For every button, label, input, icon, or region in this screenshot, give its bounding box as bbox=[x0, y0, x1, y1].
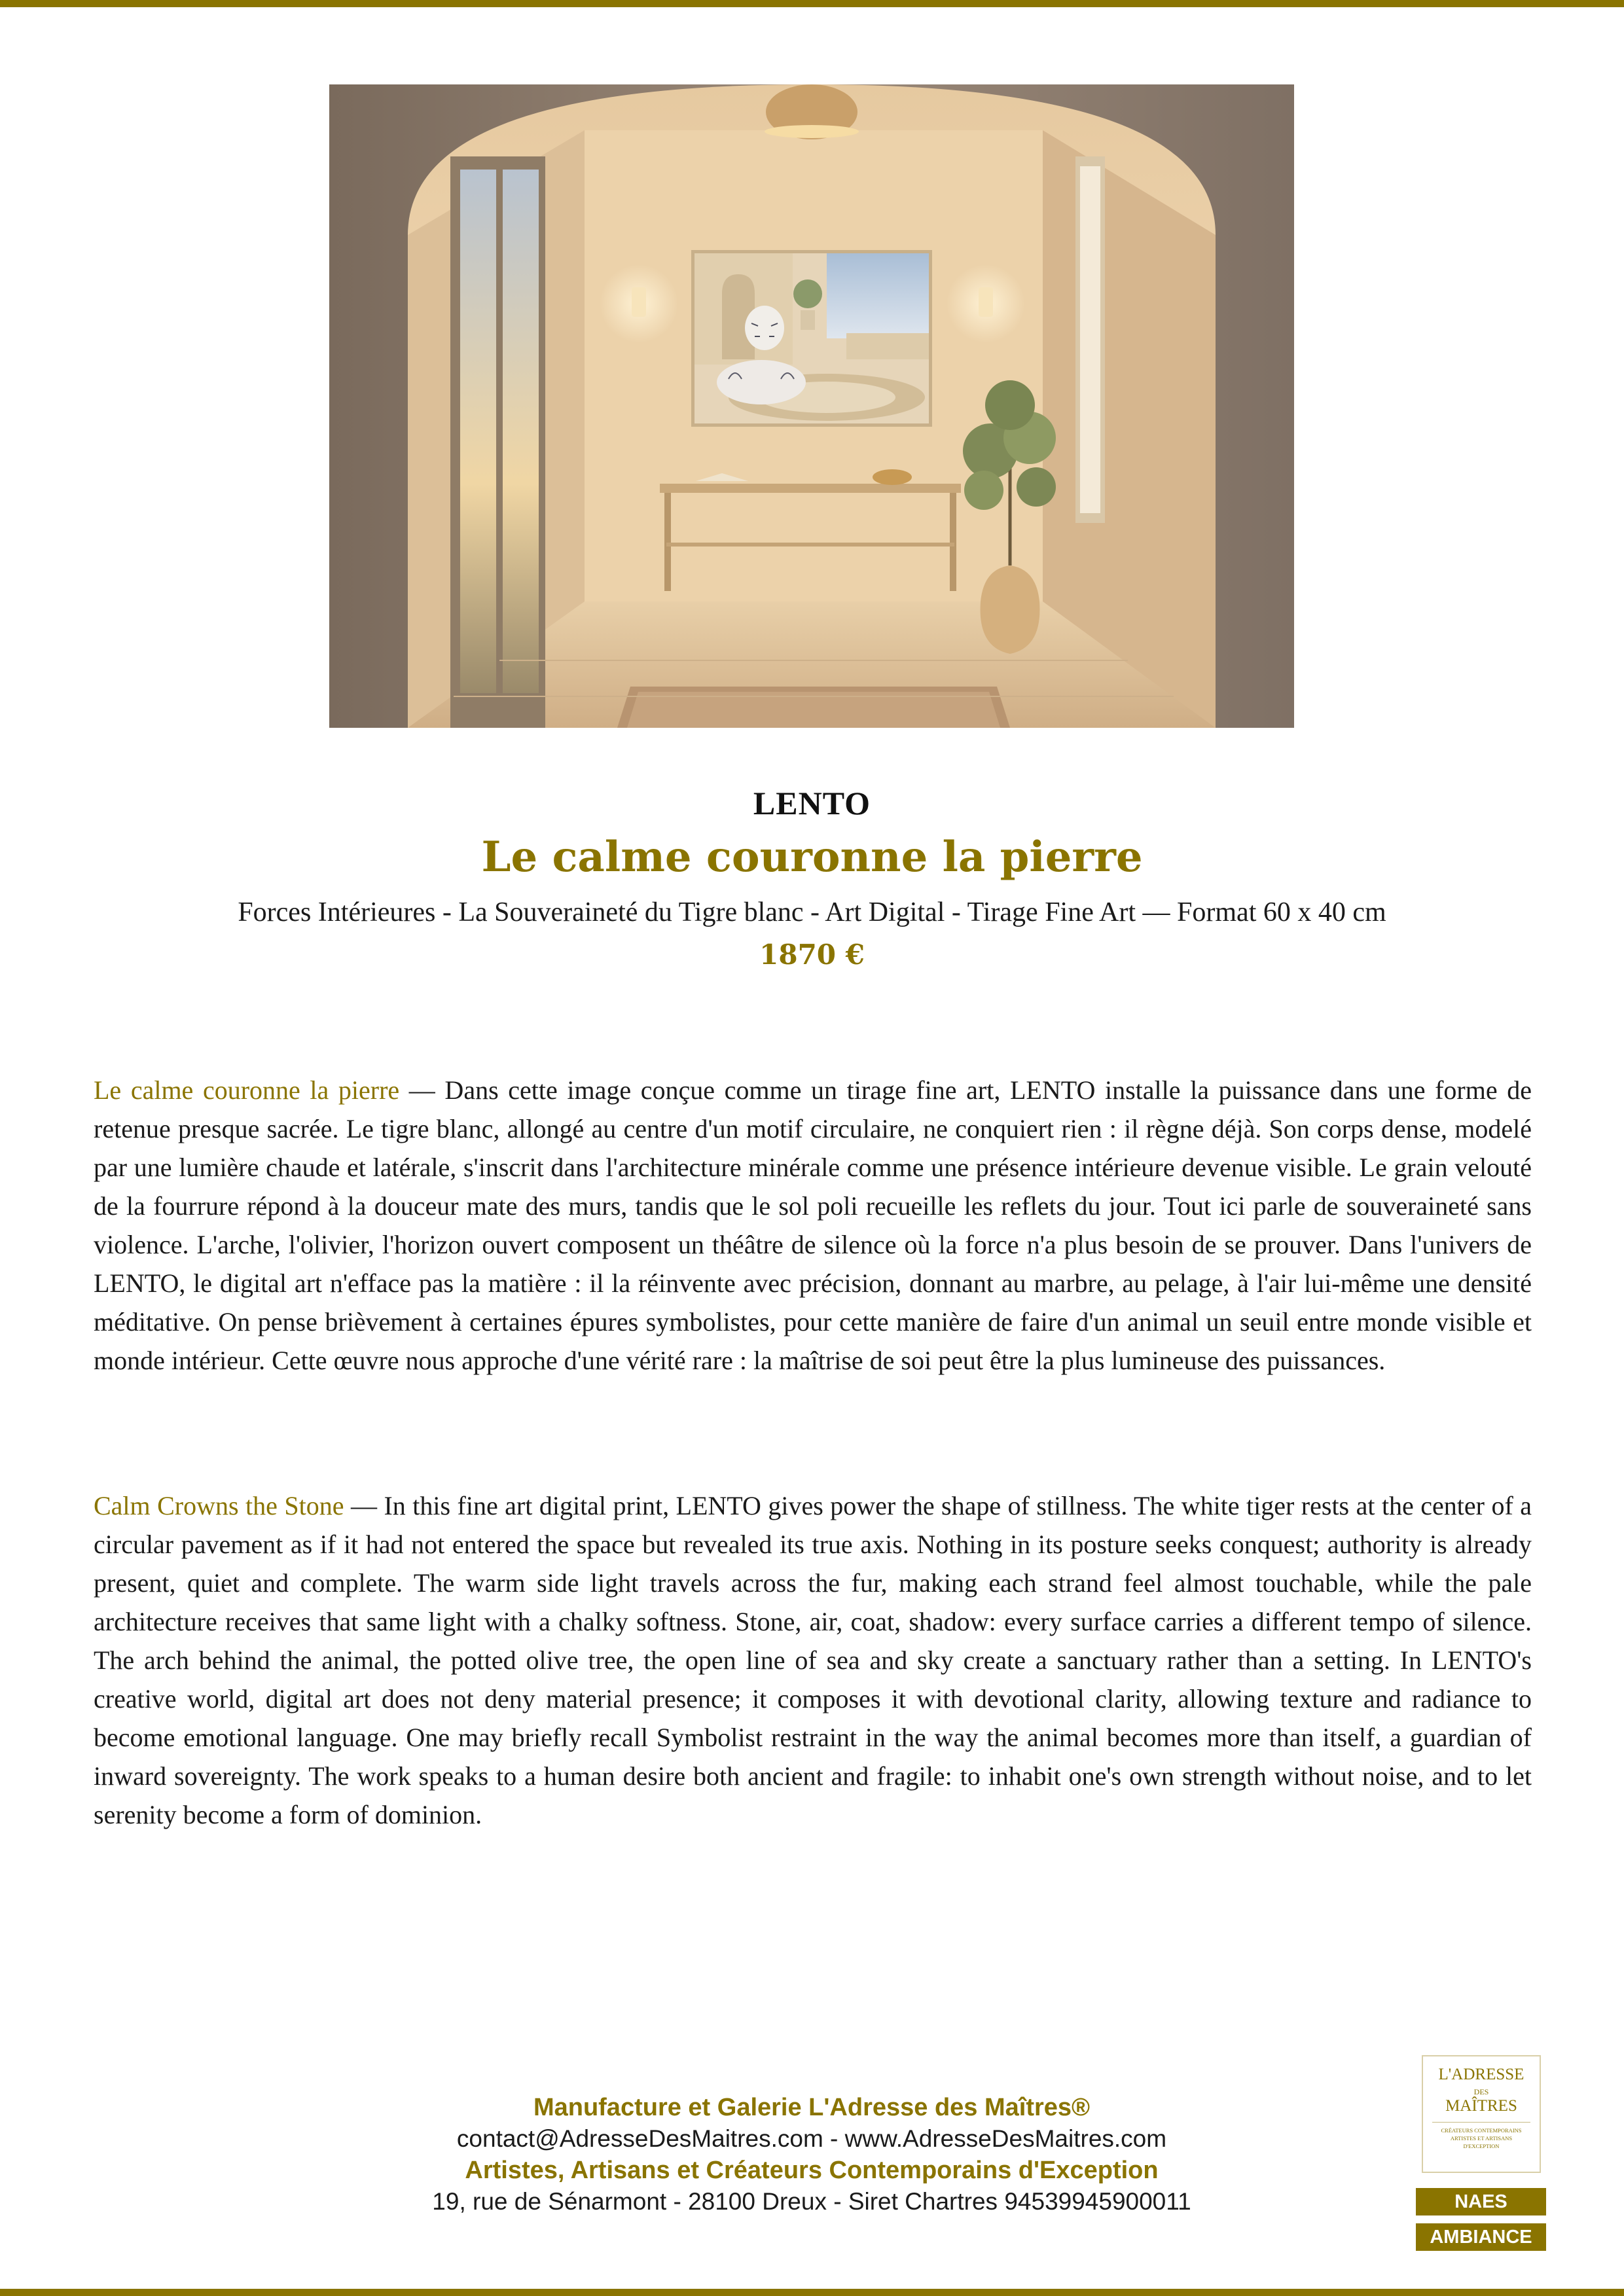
artwork-ambiance-photo bbox=[329, 84, 1294, 728]
logo-tagline-1: CRÉATEURS CONTEMPORAINS bbox=[1441, 2127, 1522, 2134]
gallery-footer bbox=[353, 2092, 1270, 2217]
artwork-subtitle: Forces Intérieures - La Souveraineté du Tigre blanc - Art Digital - Tirage Fine Art — Format 60 x 40 cm bbox=[238, 897, 1386, 927]
description-french-lead: Le calme couronne la pierre bbox=[94, 1075, 400, 1105]
logo-tagline-2: ARTISTES ET ARTISANS bbox=[1450, 2135, 1513, 2142]
bottom-accent-bar bbox=[0, 2289, 1624, 2296]
artwork-title: Le calme couronne la pierre bbox=[481, 833, 1143, 882]
artist-name: LENTO bbox=[753, 785, 871, 821]
description-french-text: — Dans cette image conçue comme un tirage fine art, LENTO installe la puissance dans une forme de retenue presque sacrée. Le tigre blanc, allongé au centre d'un motif circulaire, ne conquiert rien : il règne déjà. Son corps dense, modelé par une lumière chaude et latérale, s'inscrit dans l'architecture minérale comme une présence intérieure devenue visible. Le grain velouté de la fourrure répond à la douceur mate des murs, tandis que le sol poli recueille les reflets du jour. Tout ici parle de souveraineté sans violence. L'arche, l'olivier, l'horizon ouvert composent un théâtre de silence où la force n'a plus besoin de se prouver. Dans l'univers de LENTO, le digital art n'efface pas la matière : il la réinvente avec précision, donnant au marbre, au pelage, à l'air lui-même une densité méditative. On pense brièvement à certaines épures symbolistes, pour cette manière de faire d'un animal un seuil entre monde visible et monde intérieur. Cette œuvre nous approche d'une vérité rare : la maîtrise de soi peut être la plus lumineuse des puissances. bbox=[94, 1075, 1532, 1375]
description-english bbox=[94, 1486, 1532, 1834]
logo-line-1: L'ADRESSE bbox=[1438, 2066, 1525, 2083]
footer-address: 19, rue de Sénarmont - 28100 Dreux - Siret Chartres 94539945900011 bbox=[432, 2188, 1191, 2215]
artwork-price: 1870 € bbox=[759, 939, 865, 971]
ambiance-badge: AMBIANCE bbox=[1416, 2223, 1546, 2251]
footer-contact-links[interactable]: contact@AdresseDesMaitres.com - www.AdresseDesMaitres.com bbox=[456, 2125, 1167, 2152]
footer-gallery-name: Manufacture et Galerie L'Adresse des Maîtres® bbox=[533, 2094, 1091, 2121]
description-english-lead: Calm Crowns the Stone bbox=[94, 1491, 344, 1520]
ambiance-illustration bbox=[329, 84, 1294, 728]
top-accent-bar bbox=[0, 0, 1624, 7]
naes-badge: NAES bbox=[1416, 2188, 1546, 2215]
logo-tagline-3: D'EXCEPTION bbox=[1463, 2143, 1500, 2149]
gallery-logo bbox=[1422, 2055, 1541, 2173]
logo-divider bbox=[1432, 2122, 1530, 2123]
logo-line-2: DES bbox=[1473, 2087, 1489, 2096]
footer-tagline: Artistes, Artisans et Créateurs Contemporains d'Exception bbox=[465, 2157, 1159, 2184]
logo-line-3: MAÎTRES bbox=[1445, 2097, 1517, 2115]
description-english-text: — In this fine art digital print, LENTO gives power the shape of stillness. The white tiger rests at the center of a circular pavement as if it had not entered the space but revealed its true axis. Nothing in its posture seeks conquest; authority is already present, quiet and complete. The warm side light travels across the fur, making each strand feel almost touchable, while the pale architecture receives that same light with a chalky softness. Stone, air, coat, shadow: every surface carries a different tempo of silence. The arch behind the animal, the potted olive tree, the open line of sea and sky create a sanctuary rather than a setting. In LENTO's creative world, digital art does not deny material presence; it composes it with devotional clarity, allowing texture and radiance to become emotional language. One may briefly recall Symbolist restraint in the way the animal becomes more than itself, a guardian of inward sovereignty. The work speaks to a human desire both ancient and fragile: to inhabit one's own strength without noise, and to let serenity become a form of dominion. bbox=[94, 1491, 1532, 1829]
description-french bbox=[94, 1071, 1532, 1380]
